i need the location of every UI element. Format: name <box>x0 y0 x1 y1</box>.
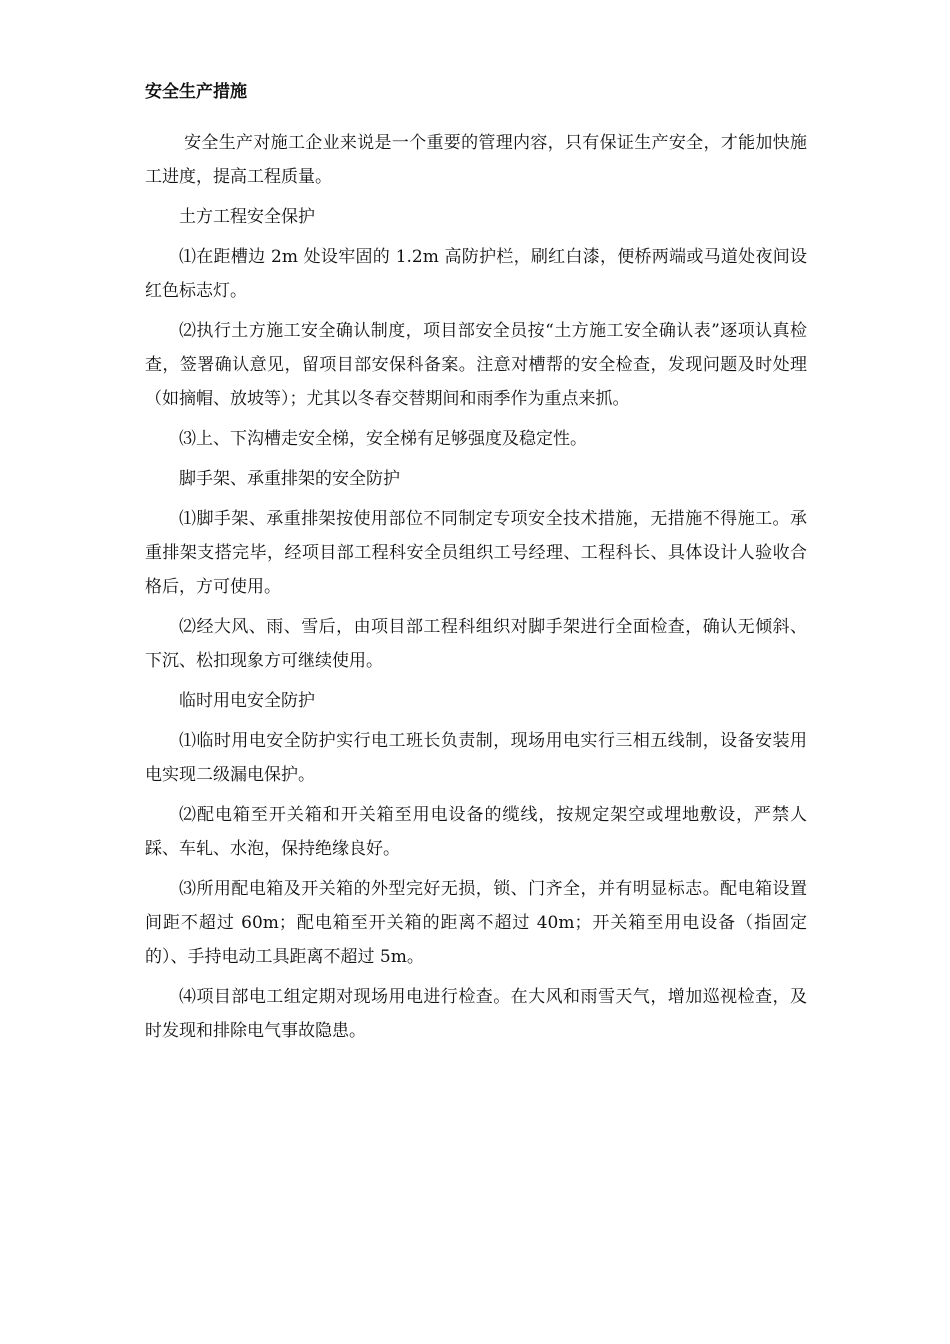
section-heading: 脚手架、承重排架的安全防护 <box>179 469 400 489</box>
section-item: ⑵配电箱至开关箱和开关箱至用电设备的缆线，按规定架空或埋地敷设，严禁人踩、车轧、水泡，保持绝缘良好。 <box>145 805 807 859</box>
section-scaffolding <box>145 462 807 678</box>
section-item: ⑶所用配电箱及开关箱的外型完好无损，锁、门齐全，并有明显标志。配电箱设置间距不超过 60m；配电箱至开关箱的距离不超过 40m；开关箱至用电设备（指固定的）、手持电动工具距离不超过 5m。 <box>145 879 807 967</box>
section-item: ⑴临时用电安全防护实行电工班长负责制，现场用电实行三相五线制，设备安装用电实现二级漏电保护。 <box>145 731 807 785</box>
section-item: ⑴脚手架、承重排架按使用部位不同制定专项安全技术措施，无措施不得施工。承重排架支搭完毕，经项目部工程科安全员组织工号经理、工程科长、具体设计人验收合格后，方可使用。 <box>145 509 807 597</box>
section-item: ⑷项目部电工组定期对现场用电进行检查。在大风和雨雪天气，增加巡视检查，及时发现和排除电气事故隐患。 <box>145 987 807 1041</box>
section-heading: 土方工程安全保护 <box>179 207 315 227</box>
section-earthwork <box>145 200 807 456</box>
section-item: ⑵经大风、雨、雪后，由项目部工程科组织对脚手架进行全面检查，确认无倾斜、下沉、松扣现象方可继续使用。 <box>145 617 807 671</box>
section-item: ⑵执行土方施工安全确认制度，项目部安全员按“土方施工安全确认表”逐项认真检查，签署确认意见，留项目部安保科备案。注意对槽帮的安全检查，发现问题及时处理（如摘帽、放坡等）；尤其以冬春交替期间和雨季作为重点来抓。 <box>145 321 807 409</box>
section-item: ⑶上、下沟槽走安全梯，安全梯有足够强度及稳定性。 <box>179 429 587 449</box>
section-heading: 临时用电安全防护 <box>179 691 315 711</box>
document-title: 安全生产措施 <box>145 82 247 102</box>
document-body <box>145 126 807 1054</box>
intro-paragraph: 安全生产对施工企业来说是一个重要的管理内容，只有保证生产安全，才能加快施工进度，提高工程质量。 <box>145 133 807 187</box>
section-item: ⑴在距槽边 2m 处设牢固的 1.2m 高防护栏，刷红白漆，便桥两端或马道处夜间设红色标志灯。 <box>145 247 807 301</box>
section-temporary-power <box>145 684 807 1048</box>
